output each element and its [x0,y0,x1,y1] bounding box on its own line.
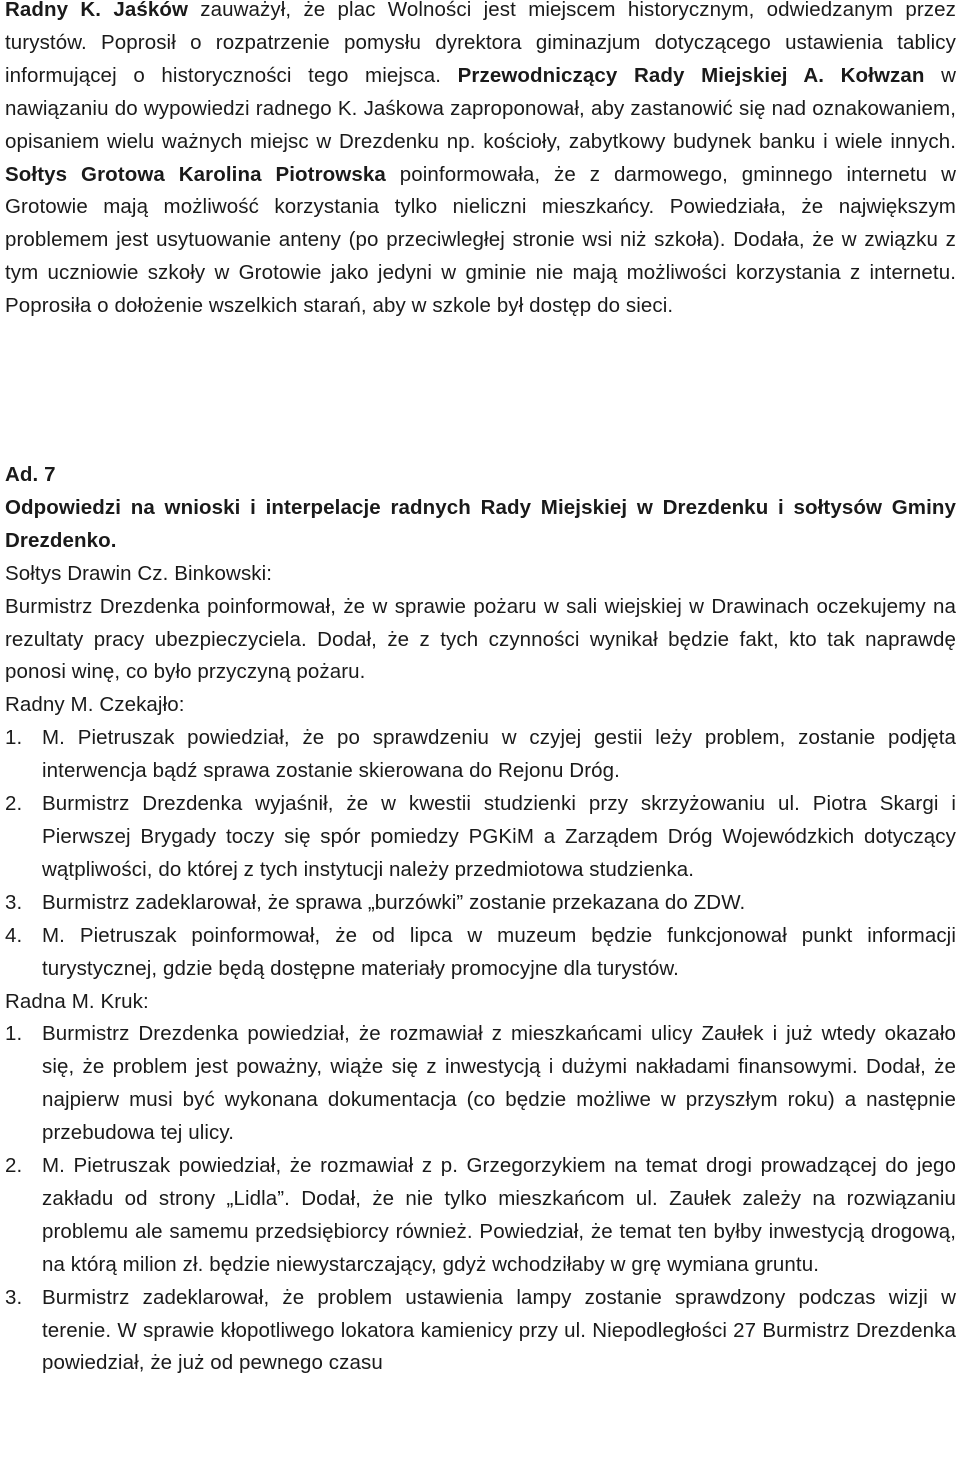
answer-list-kruk [5,1018,956,1380]
paragraph-text: w nawiązaniu do wypowiedzi radnego K. Jaśkowa zaproponował, aby zastanowić się nad oznakowaniem, opisaniem wielu ważnych miejsc w Drezdenku np. kościoły, zabytkowy budynek banku i wiele innych. [5,63,956,153]
speaker-name: Przewodniczący Rady Miejskiej A. Kołwzan [457,63,925,87]
list-text: M. Pietruszak poinformował, że od lipca w muzeum będzie funkcjonował punkt informacji turystycznej, gdzie będą dostępne materiały promocyjne dla turystów. [42,923,956,980]
list-item [5,1150,956,1282]
list-item [5,1018,956,1150]
list-number: 1. [5,1022,23,1046]
list-number: 1. [5,726,23,750]
section-ad-7 [5,459,956,1380]
list-item [5,722,956,788]
answer-drawin: Burmistrz Drezdenka poinformował, że w sprawie pożaru w sali wiejskiej w Drawinach oczekujemy na rezultaty pracy ubezpieczyciela. Dodał, że z tych czynności wynikał będzie fakt, kto tak naprawdę ponosi winę, co było przyczyną pożaru. [5,594,956,684]
speaker-name: Radny K. Jaśków [5,0,189,21]
paragraph-text: zauważył, że plac Wolności jest miejscem historycznym, odwiedzanym przez turystów. Poprosił o rozpatrzenie pomysłu dyrektora giminazjum dotyczącego ustawienia tablicy informującej o historyczności tego miejsca. [5,0,956,87]
list-text: M. Pietruszak powiedział, że rozmawiał z p. Grzegorzykiem na temat drogi prowadzącej do jego zakładu od strony „Lidla”. Dodał, że nie tylko mieszkańcom ul. Zaułek zależy na rozwiązaniu problemu ale samemu przedsiębiorcy również. Powiedział, że temat ten byłby inwestycją drogową, na którą milion zł. będzie niewystarczający, gdyż wchodziłaby w grę wymiana gruntu. [42,1154,956,1276]
list-text: M. Pietruszak powiedział, że po sprawdzeniu w czyjej gestii leży problem, zostanie podjęta interwencja bądź sprawa zostanie skierowana do Rejonu Dróg. [42,726,956,783]
section-heading: Odpowiedzi na wnioski i interpelacje radnych Rady Miejskiej w Drezdenku i sołtysów Gminy Drezdenko. [5,495,956,552]
list-item [5,1282,956,1381]
list-item [5,788,956,887]
speaker-label-czekajlo: Radny M. Czekajło: [5,693,185,717]
list-text: Burmistrz zadeklarował, że sprawa „burzówki” zostanie przekazana do ZDW. [42,890,746,914]
paragraph-remarks [5,0,956,323]
top-section [5,0,956,323]
list-number: 3. [5,890,23,914]
speaker-label-drawin: Sołtys Drawin Cz. Binkowski: [5,561,273,585]
list-number: 2. [5,1154,23,1178]
list-number: 3. [5,1285,23,1309]
list-text: Burmistrz Drezdenka powiedział, że rozmawiał z mieszkańcami ulicy Zaułek i już wtedy okazało się, że problem jest poważny, wiąże się z inwestycją i dużymi nakładami finansowymi. Dodał, że najpierw musi być wykonana dokumentacja (co będzie możliwe w przyszłym roku) a następnie przebudowa tej ulicy. [42,1022,956,1145]
list-item [5,920,956,986]
list-text: Burmistrz Drezdenka wyjaśnił, że w kwestii studzienki przy skrzyżowaniu ul. Piotra Skargi i Pierwszej Brygady toczy się spór pomiedzy PGKiM a Zarządem Dróg Wojewódzkich dotyczący wątpliwości, do której z tych instytucji należy przedmiotowa studzienka. [42,792,956,881]
list-number: 2. [5,792,23,816]
list-number: 4. [5,923,23,947]
list-item [5,887,956,920]
speaker-name: Sołtys Grotowa Karolina Piotrowska [5,162,386,186]
answer-list-czekajlo [5,722,956,985]
section-number: Ad. 7 [5,463,56,486]
speaker-label-kruk: Radna M. Kruk: [5,989,149,1013]
list-text: Burmistrz zadeklarował, że problem ustawienia lampy zostanie sprawdzony podczas wizji w terenie. W sprawie kłopotliwego lokatora kamienicy przy ul. Niepodległości 27 Burmistrz Drezdenka powiedział, że już od pewnego czasu [42,1285,956,1375]
paragraph-text: poinformowała, że z darmowego, gminnego internetu w Grotowie mają możliwość korzystania tylko nieliczni mieszkańcy. Powiedziała, że największym problemem jest usytuowanie anteny (po przeciwległej stronie wsi niż szkoła). Dodała, że w związku z tym uczniowie szkoły w Grotowie jako jedyni w gminie nie mają możliwości korzystania z internetu. Poprosiła o dołożenie wszelkich starań, aby w szkole był dostęp do sieci. [5,162,956,318]
